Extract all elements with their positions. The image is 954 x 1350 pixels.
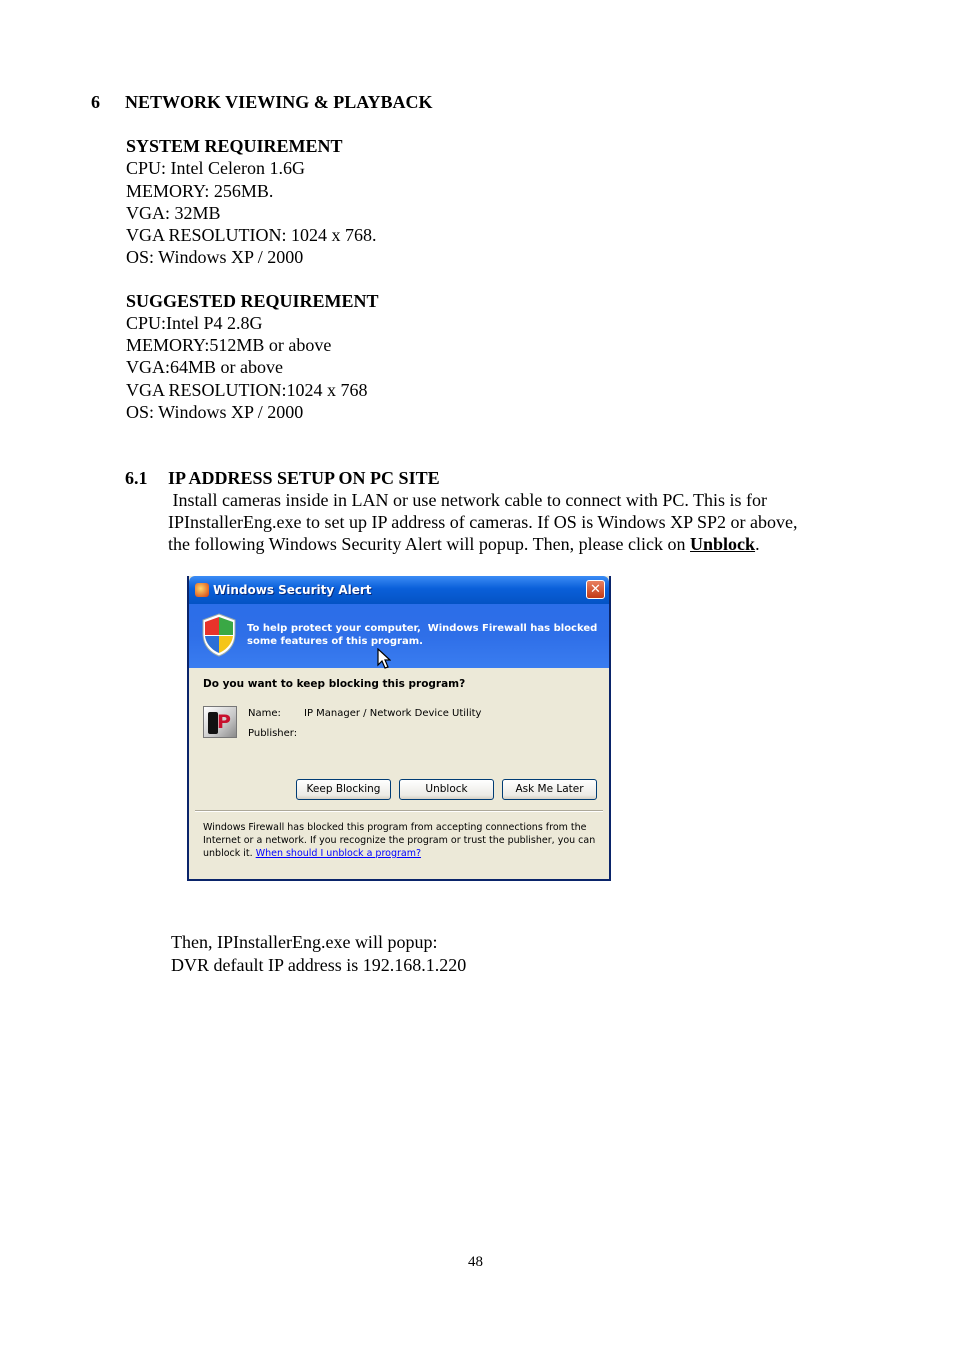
unblock-emphasis: Unblock [690,534,756,554]
banner-line-2: some features of this program. [247,636,423,647]
system-req-memory: MEMORY: 256MB. [126,181,274,201]
dialog-title: Windows Security Alert [213,583,372,597]
unblock-help-link[interactable]: When should I unblock a program? [255,848,422,859]
name-label: Name: [248,708,281,719]
subsection-title: IP ADDRESS SETUP ON PC SITE [168,468,440,488]
name-value: IP Manager / Network Device Utility [304,708,482,719]
footer-text: Windows Firewall has blocked this program from accepting connections from the Internet or a network. If you recognize the program or trust the publisher, you can unblock it. [203,822,596,859]
paragraph-line-3-text: the following Windows Security Alert will popup. Then, please click on [168,534,691,554]
paragraph-line-2: IPInstallerEng.exe to set up IP address of cameras. If OS is Windows XP SP2 or above, [168,512,798,532]
keep-blocking-button[interactable]: Keep Blocking [296,779,391,800]
dialog-separator [195,810,603,812]
system-requirement-heading: SYSTEM REQUIREMENT [126,136,343,156]
suggested-req-cpu: CPU:Intel P4 2.8G [126,313,263,333]
shield-icon [201,612,237,658]
system-req-resolution: VGA RESOLUTION: 1024 x 768. [126,225,377,245]
after-line-2: DVR default IP address is 192.168.1.220 [171,955,467,975]
ask-me-later-button[interactable]: Ask Me Later [502,779,597,800]
ip-manager-app-icon [203,706,237,738]
paragraph-trailing: . [755,534,760,554]
suggested-req-resolution: VGA RESOLUTION:1024 x 768 [126,380,368,400]
subsection-number: 6.1 [125,468,148,488]
dialog-banner [189,604,609,668]
publisher-label: Publisher: [248,728,298,739]
suggested-req-os: OS: Windows XP / 2000 [126,402,304,422]
suggested-req-memory: MEMORY:512MB or above [126,335,332,355]
suggested-req-vga: VGA:64MB or above [126,357,283,377]
dialog-titlebar [189,576,609,604]
paragraph-line-1: Install cameras inside in LAN or use network cable to connect with PC. This is for [168,490,768,510]
section-number: 6 [91,92,100,112]
after-line-1: Then, IPInstallerEng.exe will popup: [171,932,438,952]
system-req-os: OS: Windows XP / 2000 [126,247,304,267]
dialog-footer [203,821,598,860]
app-icon-letter: P [217,711,229,733]
system-req-cpu: CPU: Intel Celeron 1.6G [126,158,305,178]
dialog-question: Do you want to keep blocking this program? [203,678,466,690]
banner-text [247,622,597,648]
unblock-button[interactable]: Unblock [399,779,494,800]
security-alert-dialog [187,576,611,881]
suggested-requirement-heading: SUGGESTED REQUIREMENT [126,291,379,311]
page-number: 48 [468,1254,483,1270]
firewall-icon [195,583,209,597]
section-title: NETWORK VIEWING & PLAYBACK [125,92,433,112]
mouse-cursor-icon [377,648,391,670]
system-req-vga: VGA: 32MB [126,203,221,223]
paragraph-line-3 [168,533,760,555]
banner-line-1: To help protect your computer, Windows Firewall has blocked [247,623,598,634]
close-button[interactable]: ✕ [586,580,605,599]
